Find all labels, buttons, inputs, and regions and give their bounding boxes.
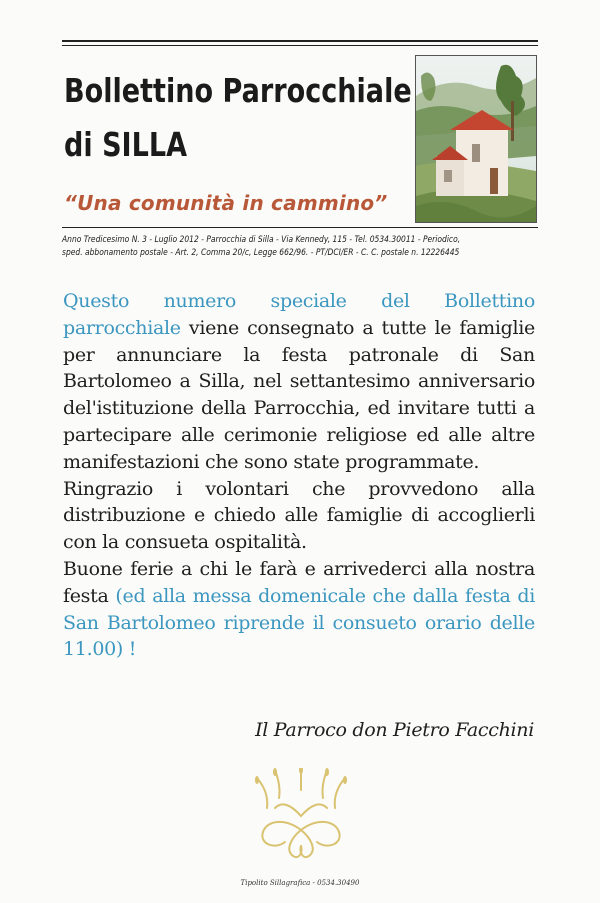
bulletin-title	[64, 64, 412, 172]
highlight-mass-schedule: (ed alla messa domenicale che dalla festa di San Bartolomeo riprende il consueto orario delle 11.00) !	[63, 584, 535, 661]
church-painting-image	[415, 55, 537, 223]
header-divider	[62, 227, 538, 228]
signature: Il Parroco don Pietro Facchini	[255, 719, 534, 741]
highlight-special-issue: Questo numero speciale del Bollettino parrocchiale	[63, 290, 535, 339]
title-line-2: di SILLA	[64, 125, 188, 164]
printer-credit: Tipolito Sillagrafica - 0534.30490	[240, 879, 360, 887]
top-rule-thin	[62, 45, 538, 46]
motto: “Una comunità in cammino”	[64, 191, 388, 215]
paragraph-announcement-text: viene consegnato a tutte le famiglie per annunciare la festa patronale di San Bartolomeo a Silla, nel settantesimo anniversario del'istituzione della Parrocchia, ed invitare tutti a partecipare alle cerimonie religiose ed alle altre manifestazioni che sono state programmate.	[63, 316, 535, 473]
publication-info	[62, 234, 538, 260]
top-rule	[62, 40, 538, 42]
paragraph-greetings-text: Buone ferie a chi le farà e arrivederci alla nostra festa	[63, 557, 535, 607]
info-line-1: Anno Tredicesimo N. 3 - Luglio 2012 - Parrocchia di Silla - Via Kennedy, 115 - Tel. 0534.30011 - Periodico,	[62, 235, 461, 245]
paragraph-greetings	[63, 556, 535, 663]
floral-ornament-image	[245, 768, 357, 864]
title-line-1: Bollettino Parrocchiale	[64, 71, 412, 110]
paragraph-announcement	[63, 288, 535, 476]
paragraph-thanks: Ringrazio i volontari che provvedono alla distribuzione e chiedo alle famiglie di accoglierli con la consueta ospitalità.	[63, 477, 535, 554]
info-line-2: sped. abbonamento postale - Art. 2, Comma 20/c, Legge 662/96. - PT/DCI/ER - C. C. postale n. 12226445	[62, 248, 460, 258]
letter-body	[63, 288, 535, 663]
